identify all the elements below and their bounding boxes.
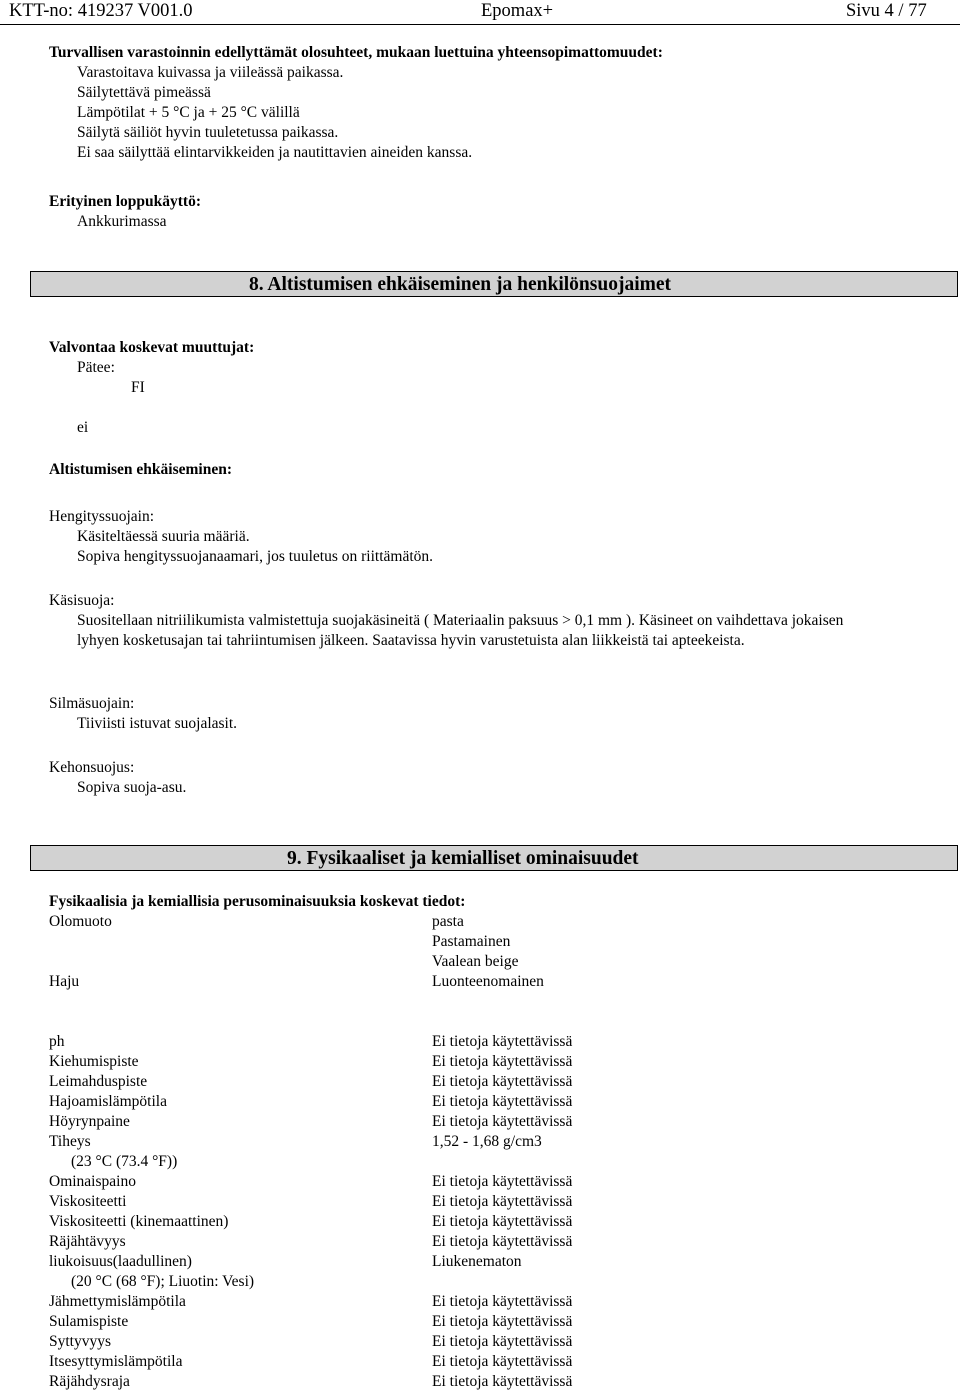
appearance-label: Olomuoto: [49, 913, 112, 930]
appearance-value: Vaalean beige: [432, 953, 519, 970]
property-value: Liukenematon: [432, 1253, 522, 1270]
odor-value: Luonteenomainen: [432, 973, 544, 990]
section-8-header: [30, 271, 958, 297]
respiratory-label: Hengityssuojain:: [49, 508, 155, 525]
property-value: Ei tietoja käytettävissä: [432, 1093, 573, 1110]
header-divider: [0, 24, 960, 25]
property-value: Ei tietoja käytettävissä: [432, 1193, 573, 1210]
property-value: Ei tietoja käytettävissä: [432, 1113, 573, 1130]
storage-line: Ei saa säilyttää elintarvikkeiden ja nautittavien aineiden kanssa.: [77, 144, 473, 161]
hand-protection-line: Suositellaan nitriilikumista valmistettuja suojakäsineitä ( Materiaalin paksuus > 0,1 mm ). Käsineet on vaihdettava jokaisen: [77, 612, 844, 629]
respiratory-line: Sopiva hengityssuojanaamari, jos tuuletus on riittämätön.: [77, 548, 434, 565]
hand-protection-label: Käsisuoja:: [49, 592, 115, 609]
property-condition: (23 °C (73.4 °F)): [71, 1153, 178, 1170]
storage-line: Säilytettävä pimeässä: [77, 84, 211, 101]
applies-country: FI: [131, 379, 145, 396]
property-label: Höyrynpaine: [49, 1113, 130, 1130]
hand-protection-line: lyhyen kosketusajan tai tahriintumisen jälkeen. Saatavissa hyvin varustetuista alan liikkeistä tai apteekeista.: [77, 632, 745, 649]
property-value: Ei tietoja käytettävissä: [432, 1053, 573, 1070]
storage-line: Säilytä säiliöt hyvin tuuletetussa paikassa.: [77, 124, 339, 141]
property-value: Ei tietoja käytettävissä: [432, 1073, 573, 1090]
property-label: Hajoamislämpötila: [49, 1093, 167, 1110]
applies-label: Pätee:: [77, 359, 115, 376]
property-condition: (20 °C (68 °F); Liuotin: Vesi): [71, 1273, 255, 1290]
property-value: Ei tietoja käytettävissä: [432, 1173, 573, 1190]
property-label: Sulamispiste: [49, 1313, 129, 1330]
page-header: [0, 0, 960, 22]
property-label: liukoisuus(laadullinen): [49, 1253, 192, 1270]
applies-note: ei: [77, 419, 89, 436]
property-value: Ei tietoja käytettävissä: [432, 1293, 573, 1310]
property-label: Leimahduspiste: [49, 1073, 148, 1090]
exposure-controls-heading: Altistumisen ehkäiseminen:: [49, 461, 232, 478]
page-number: Sivu 4 / 77: [846, 1, 927, 21]
property-value: Ei tietoja käytettävissä: [432, 1333, 573, 1350]
storage-line: Varastoitava kuivassa ja viileässä paikassa.: [77, 64, 344, 81]
property-value: Ei tietoja käytettävissä: [432, 1353, 573, 1370]
end-use-heading: Erityinen loppukäyttö:: [49, 193, 202, 210]
property-value: Ei tietoja käytettävissä: [432, 1373, 573, 1390]
property-label: Räjähdysraja: [49, 1373, 130, 1390]
section-9-title: 9. Fysikaaliset ja kemialliset ominaisuudet: [287, 848, 639, 869]
property-value: Ei tietoja käytettävissä: [432, 1233, 573, 1250]
property-label: ph: [49, 1033, 65, 1050]
body-protection-value: Sopiva suoja-asu.: [77, 779, 187, 796]
storage-heading: Turvallisen varastoinnin edellyttämät olosuhteet, mukaan luettuina yhteensopimattomuudet:: [49, 44, 663, 61]
body-protection-label: Kehonsuojus:: [49, 759, 135, 776]
property-label: Tiheys: [49, 1133, 91, 1150]
section-8-title: 8. Altistumisen ehkäiseminen ja henkilönsuojaimet: [249, 274, 672, 295]
eye-protection-label: Silmäsuojain:: [49, 695, 135, 712]
storage-line: Lämpötilat + 5 °C ja + 25 °C välillä: [77, 104, 300, 121]
property-value: 1,52 - 1,68 g/cm3: [432, 1133, 542, 1150]
property-label: Jähmettymislämpötila: [49, 1293, 186, 1310]
product-name: Epomax+: [481, 1, 554, 21]
property-label: Viskositeetti: [49, 1193, 127, 1210]
end-use-value: Ankkurimassa: [77, 213, 167, 230]
section-9-header: [30, 845, 958, 871]
property-label: Ominaispaino: [49, 1173, 136, 1190]
respiratory-line: Käsiteltäessä suuria määriä.: [77, 528, 250, 545]
eye-protection-value: Tiiviisti istuvat suojalasit.: [77, 715, 238, 732]
property-label: Räjähtävyys: [49, 1233, 126, 1250]
document-id: KTT-no: 419237 V001.0: [9, 1, 193, 21]
property-label: Syttyvyys: [49, 1333, 112, 1350]
control-parameters-heading: Valvontaa koskevat muuttujat:: [49, 339, 255, 356]
property-label: Itsesyttymislämpötila: [49, 1353, 183, 1370]
appearance-value: pasta: [432, 913, 464, 930]
property-label: Viskositeetti (kinemaattinen): [49, 1213, 229, 1230]
property-value: Ei tietoja käytettävissä: [432, 1213, 573, 1230]
property-label: Kiehumispiste: [49, 1053, 139, 1070]
property-value: Ei tietoja käytettävissä: [432, 1313, 573, 1330]
odor-label: Haju: [49, 973, 80, 990]
physchem-heading: Fysikaalisia ja kemiallisia perusominaisuuksia koskevat tiedot:: [49, 893, 466, 910]
appearance-value: Pastamainen: [432, 933, 511, 950]
property-value: Ei tietoja käytettävissä: [432, 1033, 573, 1050]
